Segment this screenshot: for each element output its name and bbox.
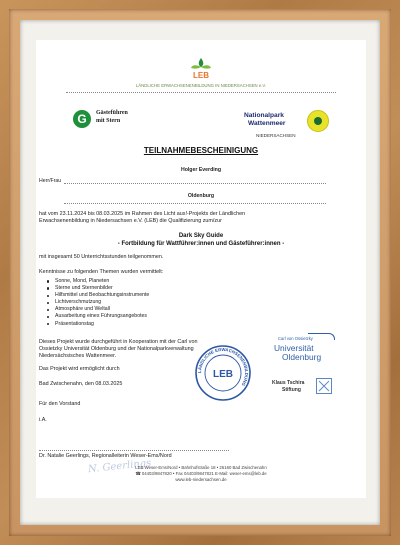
ia-line: i.A.: [39, 417, 47, 423]
topic-item: Atmosphäre und Weltall: [47, 306, 149, 313]
footer-website: www.leb-niedersachsen.de: [175, 477, 227, 482]
leb-official-stamp: [194, 344, 252, 402]
handwritten-signature: N. Geerlings: [87, 457, 152, 476]
foundation-name-1: Klaus Tschira: [272, 380, 305, 386]
recipient-city: Oldenburg: [187, 193, 215, 199]
funding-line: Das Projekt wird ermöglicht durch: [39, 366, 120, 372]
topic-item: Lichtverschmutzung: [47, 299, 149, 306]
gaestefuehren-name-2: mit Stern: [96, 118, 121, 124]
salutation-label: Herr/Frau: [39, 178, 62, 184]
nationalpark-name-2: Wattenmeer: [248, 120, 286, 127]
topic-item: Hilfsmittel und Beobachtungsinstrumente: [47, 292, 149, 299]
nationalpark-region: NIEDERSACHSEN: [256, 133, 296, 138]
topic-item: Sonne, Mond, Planeten: [47, 278, 149, 285]
signature-dotted-line: [39, 450, 229, 451]
intro-line-1: hat vom 23.11.2024 bis 08.03.2025 im Rahmen des Licht aus!-Projekts der Ländlichen: [39, 211, 246, 217]
nationalpark-name-1: Nationalpark: [244, 112, 284, 119]
recipient-name: Holger Everding: [180, 167, 222, 173]
place-date: Bad Zwischenahn, den 08.03.2025: [39, 381, 123, 387]
cooperation-line-1: Dieses Projekt wurde durchgeführt in Kooperation mit der Carl von: [39, 339, 198, 345]
topics-list: [47, 278, 149, 328]
name-dotted-line: [64, 183, 326, 184]
cooperation-line-3: Niedersächsisches Wattenmeer.: [39, 353, 117, 359]
city-dotted-line: [64, 203, 326, 204]
gaestefuehren-logo-icon: G: [73, 110, 91, 128]
topic-item: Sterne und Sternenbilder: [47, 285, 149, 292]
topic-item: Ausarbeitung eines Führungsangebotes: [47, 313, 149, 320]
org-name-line: LÄNDLICHE ERWACHSENENBILDUNG IN NIEDERSACHSEN e.V.: [135, 83, 267, 88]
uni-name-1: Universität: [274, 343, 314, 353]
signatory-line: Dr. Natalie Geerlings, Regionalleiterin Weser-Ems/Nord: [39, 453, 172, 459]
hours-line: mit insgesamt 50 Unterrichtsstunden teilgenommen.: [39, 254, 164, 260]
sun-core: [314, 117, 322, 125]
uni-small-text: Carl von Ossietzky: [278, 336, 313, 341]
topic-item: Präsentationstag: [47, 321, 149, 328]
uni-name-2: Oldenburg: [282, 352, 322, 362]
course-subtitle: - Fortbildung für Wattführer:innen und Gästeführer:innen -: [117, 241, 285, 247]
klaus-tschira-logo-icon: [316, 378, 332, 394]
footer-contact: ☎ 04403/9847820 • Fax 04403/9847821 E-Mail: weser-ems@leb.de: [135, 471, 267, 476]
leb-logo-text: LEB: [193, 71, 209, 80]
cooperation-line-2: Ossietzky Universität Oldenburg und der Nationalparkverwaltung: [39, 346, 194, 352]
certificate-paper: [36, 40, 366, 498]
gaestefuehren-name-1: Gästeführen: [96, 110, 128, 116]
board-line: Für den Vorstand: [39, 401, 81, 407]
topics-intro: Kenntnisse zu folgenden Themen wurden vermittelt:: [39, 269, 164, 275]
header-divider: [66, 92, 336, 93]
course-title: Dark Sky Guide: [178, 233, 224, 239]
stamp-ring-text: LÄNDLICHE ERWACHSENENBILDUNG: [196, 346, 250, 387]
foundation-name-2: Stiftung: [282, 387, 301, 393]
stamp-center-text: LEB: [213, 369, 233, 380]
intro-line-2: Erwachsenenbildung in Niedersachsen e.V. (LEB) die Qualifizierung zum/zur: [39, 218, 222, 224]
nationalpark-sun-icon: [307, 110, 329, 132]
leb-logo: [184, 56, 218, 80]
footer-address: LEB Weser-Ems/Nord • Bahnhofstraße 18 • 26160 Bad Zwischenahn: [135, 465, 267, 470]
uni-logo-arc-icon: [308, 333, 335, 340]
certificate-title: TEILNAHMEBESCHEINIGUNG: [143, 146, 259, 155]
